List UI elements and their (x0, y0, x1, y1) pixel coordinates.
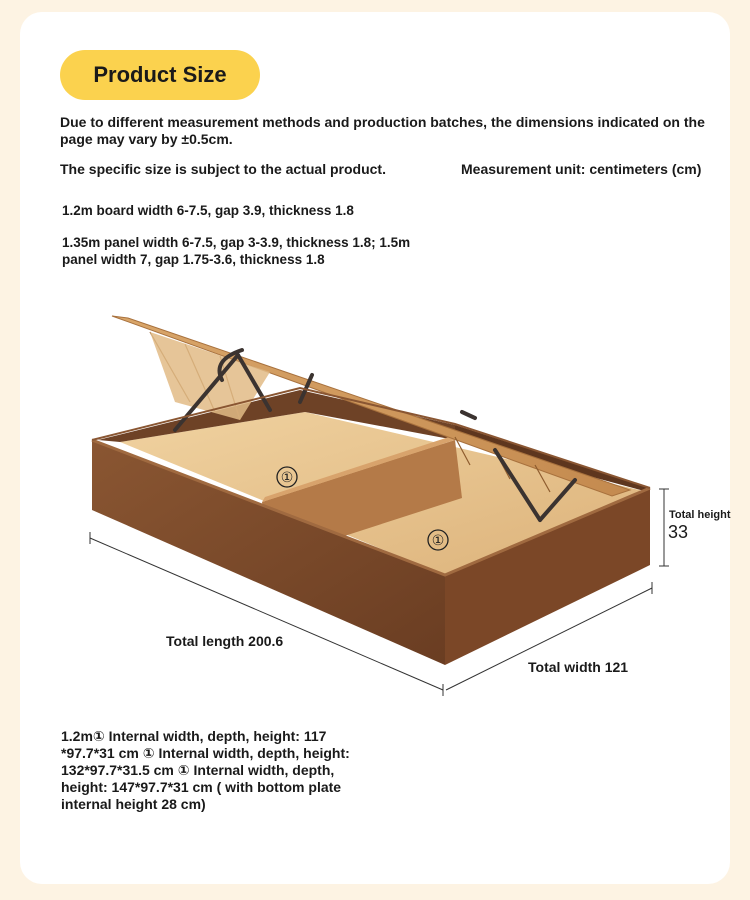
badge-label: Product Size (93, 62, 227, 87)
total-height-label: Total height (669, 509, 731, 521)
total-length-label: Total length 200.6 (166, 633, 284, 649)
total-height-value: 33 (668, 522, 689, 542)
measurement-disclaimer: Due to different measurement methods and production batches, the dimensions indicated on the page may vary by ±0.5cm. (60, 114, 705, 147)
total-width-label: Total width 121 (528, 659, 629, 675)
board-spec-1: 1.2m board width 6-7.5, gap 3.9, thickness 1.8 (62, 203, 354, 218)
unit-note: Measurement unit: centimeters (cm) (461, 161, 702, 177)
actual-product-note: The specific size is subject to the actual product. (60, 161, 386, 177)
compartment-marker-1-label: ① (280, 470, 294, 486)
internal-dimensions-spec: 1.2m① Internal width, depth, height: 117 *97.7*31 cm ① Internal width, depth, height: 132*97.7*31.5 cm ① Internal width, depth, height: 147*97.7*31 cm ( with bottom plate internal height 28 cm) (61, 728, 350, 812)
compartment-marker-2-label: ① (431, 533, 445, 549)
board-spec-2: 1.35m panel width 6-7.5, gap 3-3.9, thickness 1.8; 1.5m panel width 7, gap 1.75-3.6, thickness 1.8 (62, 235, 411, 267)
